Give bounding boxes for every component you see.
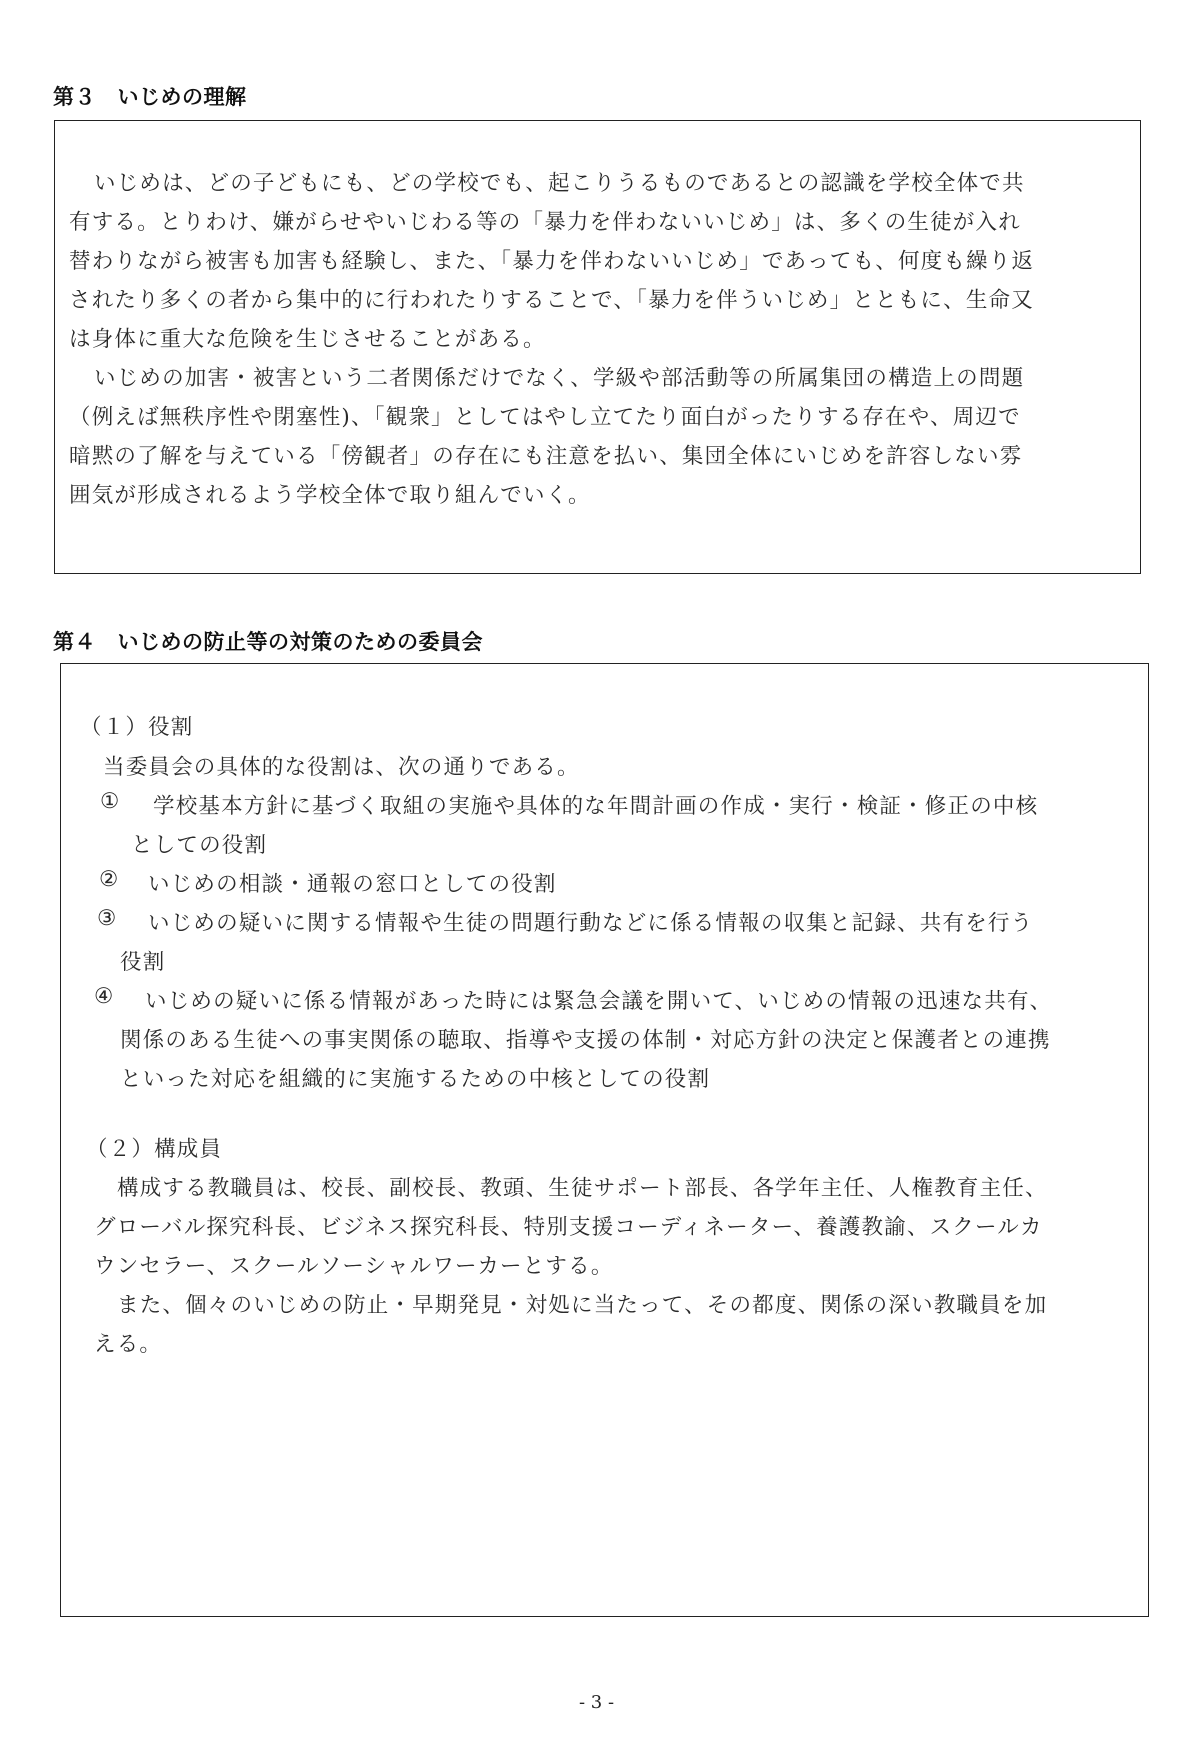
members-line: える。 <box>94 1332 163 1357</box>
members-line: ウンセラー、スクールソーシャルワーカーとする。 <box>94 1254 614 1279</box>
section-3-heading: 第３ いじめの理解 <box>53 85 247 109</box>
role-item-marker: ② <box>99 867 120 892</box>
role-item-text: いじめの相談・通報の窓口としての役割 <box>148 872 557 897</box>
role-item-text: 関係のある生徒への事実関係の聴取、指導や支援の体制・対応方針の決定と保護者との連携 <box>120 1028 1051 1053</box>
role-intro: 当委員会の具体的な役割は、次の通りである。 <box>103 755 580 780</box>
section-3-line: いじめは、どの子どもにも、どの学校でも、起こりうるものであるとの認識を学校全体で共 <box>94 171 1025 196</box>
role-item-text: 役割 <box>120 950 166 975</box>
members-line: 構成する教職員は、校長、副校長、教頭、生徒サポート部長、各学年主任、人権教育主任、 <box>117 1176 1048 1201</box>
role-item-marker: ④ <box>94 984 115 1009</box>
section-3-line: は身体に重大な危険を生じさせることがある。 <box>69 327 546 352</box>
section-3-line: 囲気が形成されるよう学校全体で取り組んでいく。 <box>69 483 591 508</box>
section-3-line: 有する。とりわけ、嫌がらせやいじわる等の「暴力を伴わないいじめ」は、多くの生徒が入れ <box>69 210 1021 235</box>
section-3-line: 暗黙の了解を与えている「傍観者」の存在にも注意を払い、集団全体にいじめを許容しない雰 <box>69 444 1023 469</box>
role-item-text: としての役割 <box>131 833 268 858</box>
section-3-line: されたり多くの者から集中的に行われたりすることで、「暴力を伴ういじめ」とともに、生命又 <box>69 288 1034 313</box>
members-line: また、個々のいじめの防止・早期発見・対処に当たって、その都度、関係の深い教職員を加 <box>117 1293 1048 1318</box>
members-title: （２）構成員 <box>86 1137 223 1162</box>
section-4-heading: 第４ いじめの防止等の対策のための委員会 <box>53 630 483 654</box>
role-item-text: いじめの疑いに関する情報や生徒の問題行動などに係る情報の収集と記録、共有を行う <box>148 911 1034 936</box>
role-item-text: といった対応を組織的に実施するための中核としての役割 <box>120 1067 711 1092</box>
role-item-text: いじめの疑いに係る情報があった時には緊急会議を開いて、いじめの情報の迅速な共有、 <box>145 989 1053 1014</box>
role-item-text: 学校基本方針に基づく取組の実施や具体的な年間計画の作成・実行・検証・修正の中核 <box>153 794 1039 819</box>
section-3-line: いじめの加害・被害という二者関係だけでなく、学級や部活動等の所属集団の構造上の問題 <box>94 366 1025 391</box>
members-line: グローバル探究科長、ビジネス探究科長、特別支援コーディネーター、養護教諭、スクールカ <box>94 1215 1043 1240</box>
role-title: （１）役割 <box>80 715 194 740</box>
section-3-line: 替わりながら被害も加害も経験し、また、「暴力を伴わないいじめ」であっても、何度も繰り返 <box>69 249 1035 274</box>
section-3-line: （例えば無秩序性や閉塞性)、「観衆」としてはやし立てたり面白がったりする存在や、周辺で <box>69 405 1021 430</box>
page-number: - 3 - <box>578 1692 615 1713</box>
role-item-marker: ③ <box>97 906 118 931</box>
role-item-marker: ① <box>100 789 121 814</box>
